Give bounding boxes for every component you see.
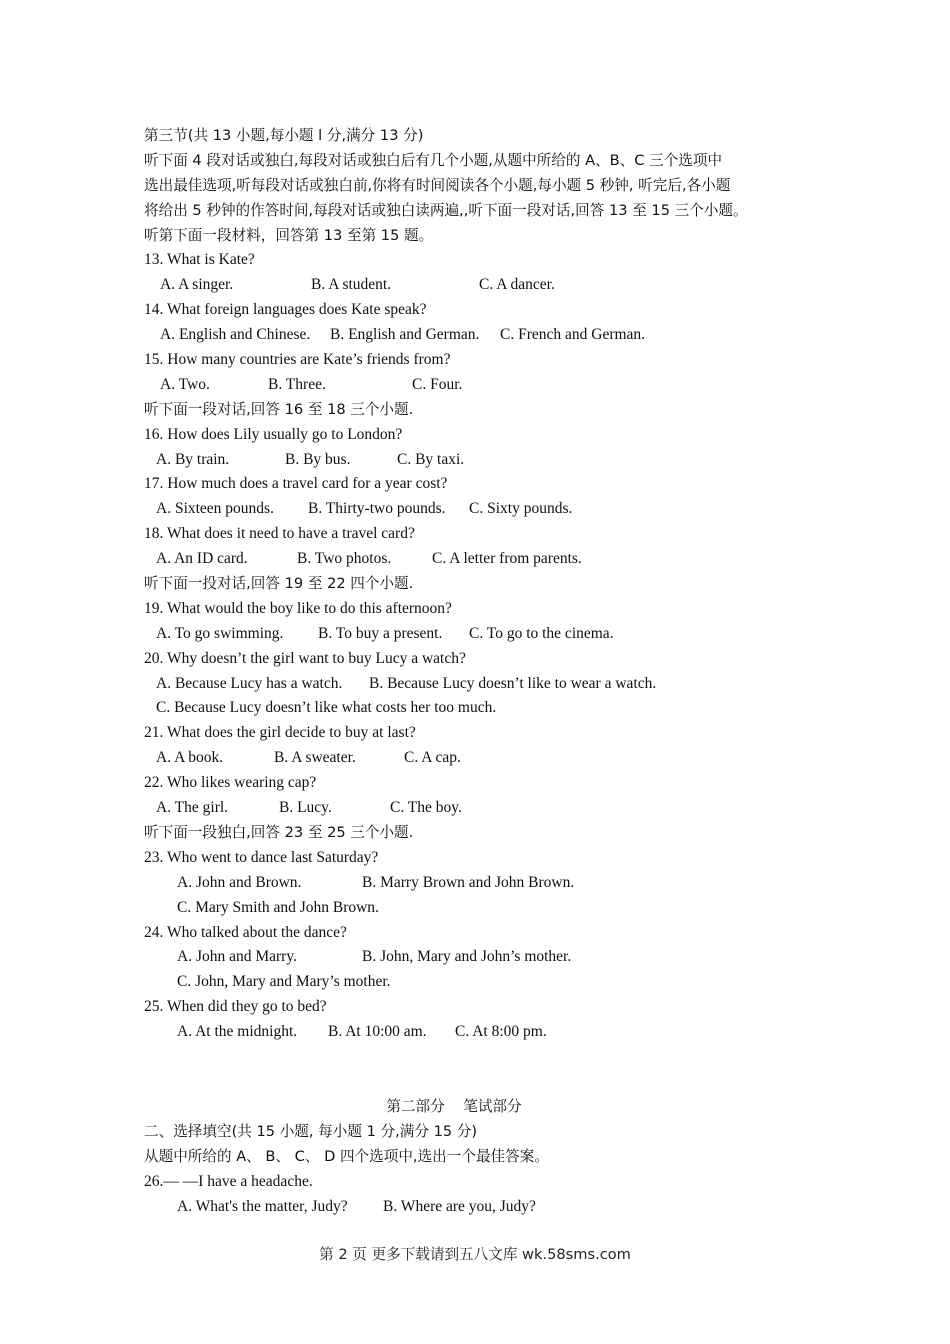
question-25-options xyxy=(144,1020,824,1045)
question-25: 25. When did they go to bed? xyxy=(144,998,327,1016)
question-18-options xyxy=(144,547,824,572)
question-13: 13. What is Kate? xyxy=(144,251,255,269)
question-21: 21. What does the girl decide to buy at last? xyxy=(144,724,416,742)
option-b: B. John, Mary and John’s mother. xyxy=(362,948,572,966)
page-content xyxy=(144,124,824,1219)
spacer xyxy=(144,1045,824,1070)
question-23-option-c: C. Mary Smith and John Brown. xyxy=(177,898,379,916)
option-c: C. The boy. xyxy=(390,799,462,817)
option-c: C. By taxi. xyxy=(397,450,465,468)
question-17-options xyxy=(144,497,824,522)
option-c: C. Four. xyxy=(412,375,463,393)
question-19-options xyxy=(144,622,824,647)
option-b: B. A sweater. xyxy=(274,749,356,767)
option-c: C. Sixty pounds. xyxy=(469,500,573,518)
option-a: A. At the midnight. xyxy=(177,1023,298,1041)
question-13-options xyxy=(144,273,824,298)
option-a: A. By train. xyxy=(156,450,230,468)
part-two-header: 二、选择填空(共 15 小题, 每小题 1 分,满分 15 分) xyxy=(144,1122,478,1140)
option-b: B. Two photos. xyxy=(297,550,392,568)
instructions-line-1: 听下面 4 段对话或独白,每段对话或独白后有几个小题,从题中所给的 A、B、C 三个选项中 xyxy=(144,151,723,169)
option-a: A. John and Marry. xyxy=(177,948,297,966)
option-a: A. The girl. xyxy=(156,799,229,817)
question-15-options xyxy=(144,373,824,398)
instruction-19-22: 听下面一投对话,回答 19 至 22 四个小题. xyxy=(144,575,414,593)
option-c: C. A dancer. xyxy=(479,276,555,294)
option-c: C. A letter from parents. xyxy=(432,550,582,568)
option-a: A. Because Lucy has a watch. xyxy=(156,674,343,692)
option-a: A. Sixteen pounds. xyxy=(156,500,274,518)
option-c: C. At 8:00 pm. xyxy=(455,1023,547,1041)
question-15: 15. How many countries are Kate’s friends from? xyxy=(144,351,451,369)
question-24: 24. Who talked about the dance? xyxy=(144,923,347,941)
question-19: 19. What would the boy like to do this afternoon? xyxy=(144,599,452,617)
page-footer: 第 2 页 更多下载请到五八文库 wk.58sms.com xyxy=(319,1246,631,1263)
question-21-options xyxy=(144,746,824,771)
option-b: B. Three. xyxy=(268,375,326,393)
question-20-options xyxy=(144,672,824,697)
instructions-line-2: 选出最佳选项,听每段对话或独白前,你将有时间阅读各个小题,每小题 5 秒钟, 听完后,各小题 xyxy=(144,176,731,194)
option-b: B. By bus. xyxy=(285,450,351,468)
spacer xyxy=(144,1070,824,1095)
option-b: B. To buy a present. xyxy=(318,624,443,642)
question-14-options xyxy=(144,323,824,348)
question-24-options xyxy=(144,945,824,970)
option-c: C. A cap. xyxy=(404,749,461,767)
option-a: A. A book. xyxy=(156,749,224,767)
option-a: A. Two. xyxy=(160,375,210,393)
option-a: A. English and Chinese. xyxy=(160,326,311,344)
question-23-options xyxy=(144,871,824,896)
option-a: A. To go swimming. xyxy=(156,624,284,642)
instruction-23-25: 听下面一段独白,回答 23 至 25 三个小题. xyxy=(144,823,414,841)
instructions-line-4: 听第下面一段材料，回答第 13 至第 15 题。 xyxy=(144,226,434,244)
option-b: B. English and German. xyxy=(330,326,480,344)
question-17: 17. How much does a travel card for a year cost? xyxy=(144,475,448,493)
section-header: 第三节(共 13 小题,每小题 l 分,满分 13 分) xyxy=(144,127,424,144)
option-a: A. A singer. xyxy=(160,276,234,294)
option-c: C. French and German. xyxy=(500,326,646,344)
option-a: A. What's the matter, Judy? xyxy=(177,1197,348,1215)
instruction-16-18: 听下面一段对话,回答 16 至 18 三个小题. xyxy=(144,400,414,418)
option-b: B. Where are you, Judy? xyxy=(383,1197,536,1215)
question-24-option-c: C. John, Mary and Mary’s mother. xyxy=(177,973,391,991)
question-20-option-c: C. Because Lucy doesn’t like what costs her too much. xyxy=(156,699,497,717)
part-two-title: 第二部分 笔试部分 xyxy=(386,1097,522,1115)
question-20: 20. Why doesn’t the girl want to buy Lucy a watch? xyxy=(144,649,466,667)
question-22-options xyxy=(144,796,824,821)
option-a: A. An ID card. xyxy=(156,550,248,568)
question-16: 16. How does Lily usually go to London? xyxy=(144,425,403,443)
question-14: 14. What foreign languages does Kate speak? xyxy=(144,301,427,319)
option-b: B. Because Lucy doesn’t like to wear a watch. xyxy=(369,674,657,692)
question-23: 23. Who went to dance last Saturday? xyxy=(144,848,379,866)
option-b: B. Lucy. xyxy=(279,799,332,817)
question-18: 18. What does it need to have a travel card? xyxy=(144,525,415,543)
question-26-options xyxy=(144,1195,824,1220)
option-a: A. John and Brown. xyxy=(177,873,302,891)
option-b: B. A student. xyxy=(311,276,392,294)
part-two-instructions: 从题中所给的 A、 B、 C、 D 四个选项中,选出一个最佳答案。 xyxy=(144,1147,549,1165)
option-b: B. At 10:00 am. xyxy=(328,1023,427,1041)
question-22: 22. Who likes wearing cap? xyxy=(144,774,317,792)
option-b: B. Thirty-two pounds. xyxy=(308,500,446,518)
option-c: C. To go to the cinema. xyxy=(469,624,614,642)
question-26: 26.— —I have a headache. xyxy=(144,1172,313,1190)
question-16-options xyxy=(144,448,824,473)
option-b: B. Marry Brown and John Brown. xyxy=(362,873,575,891)
instructions-line-3: 将给出 5 秒钟的作答时间,每段对话或独白读两遍,,听下面一段对话,回答 13 至 15 三个小题。 xyxy=(144,201,748,219)
